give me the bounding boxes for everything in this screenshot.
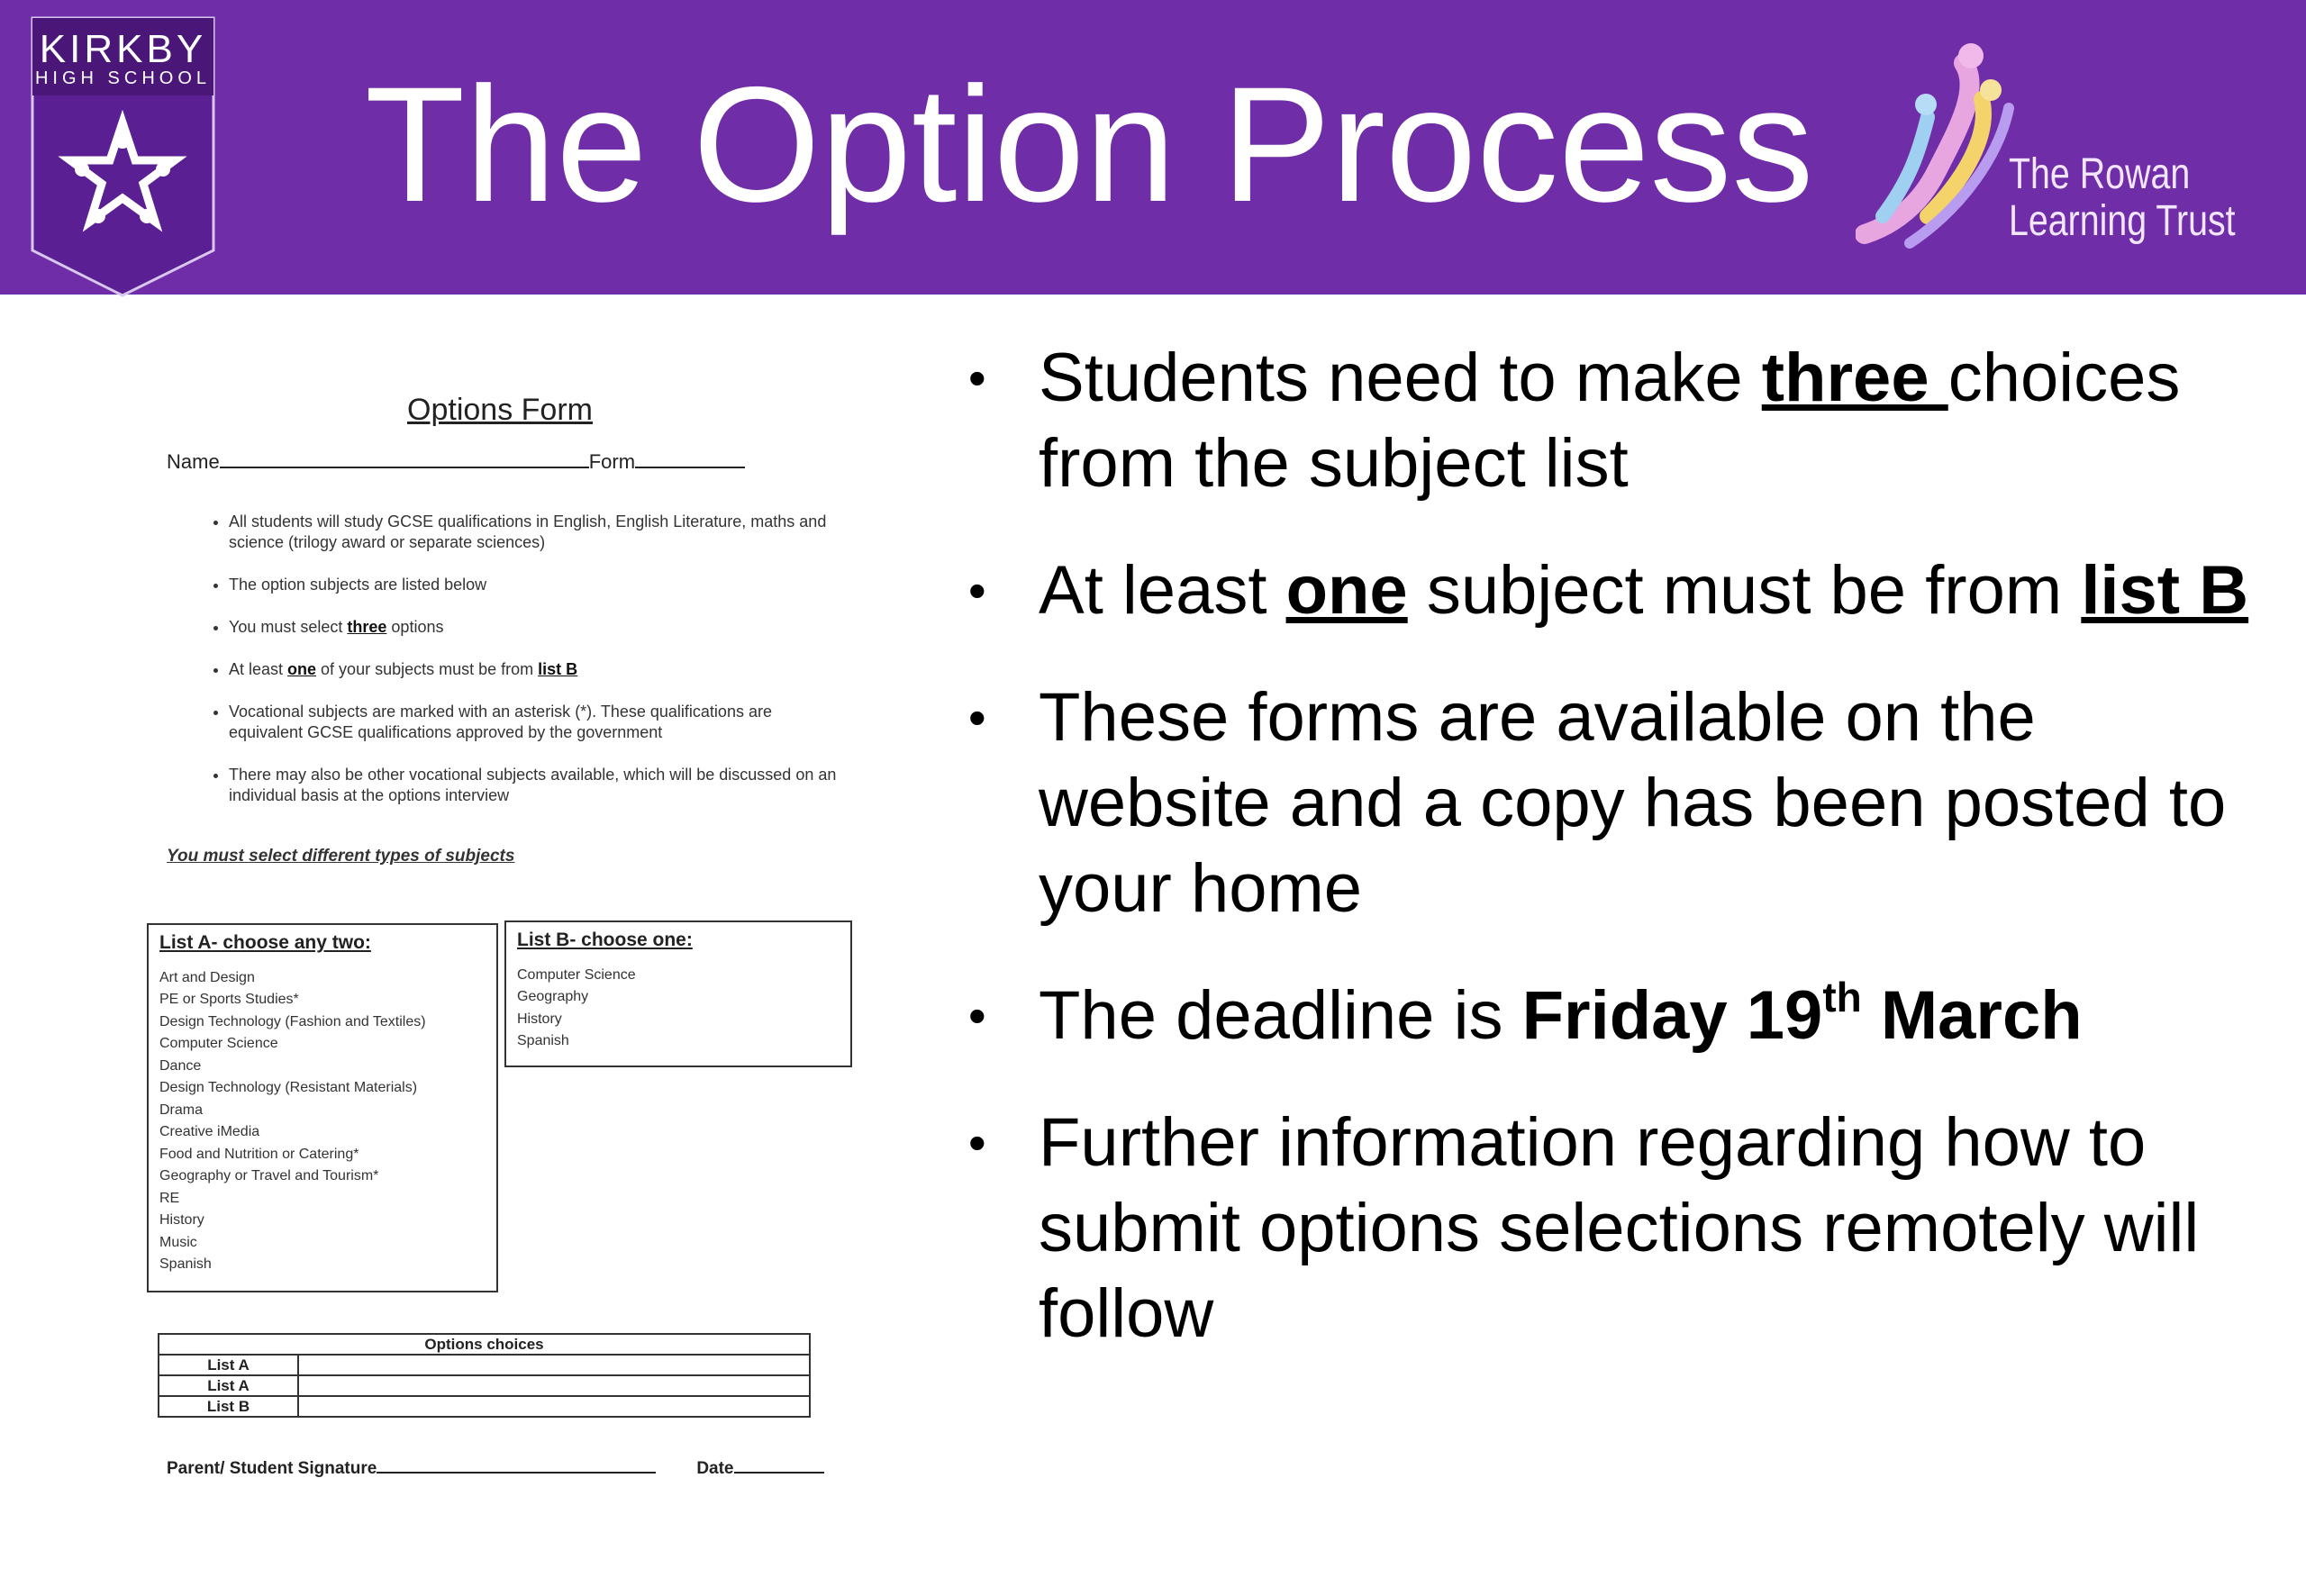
choice-cell (298, 1375, 810, 1396)
form-bullet: • You must select three options (229, 617, 841, 638)
list-item: Design Technology (Resistant Materials) (159, 1080, 418, 1095)
form-bullet: • At least one of your subjects must be from list B (229, 659, 841, 680)
form-note: You must select different types of subjects (167, 847, 515, 866)
list-a-items (159, 967, 486, 1276)
choice-label: List A (159, 1355, 298, 1375)
list-item: Drama (159, 1102, 204, 1118)
trust-name-line2: Learning Trust (2009, 197, 2236, 245)
signature-label: Parent/ Student Signature (167, 1459, 377, 1478)
options-form-image (144, 378, 865, 1504)
list-item: Music (159, 1234, 197, 1250)
list-item: RE (159, 1190, 180, 1206)
list-item: Spanish (159, 1256, 212, 1272)
rowan-trust-figures-logo (1856, 36, 2027, 252)
date-label: Date (696, 1459, 734, 1478)
trust-name-line1: The Rowan (2009, 150, 2191, 198)
point-item: • Students need to make three choices from the subject list (968, 335, 2265, 506)
form-name-row (167, 450, 745, 474)
table-row (159, 1375, 810, 1396)
page-title: The Option Process (365, 52, 1814, 236)
signature-row (167, 1457, 824, 1479)
header-banner (0, 0, 2306, 295)
form-bullet: • All students will study GCSE qualifications in English, English Literature, maths and science (trilogy award or separate sciences) (229, 512, 841, 553)
form-bullet: • The option subjects are listed below (229, 575, 841, 595)
list-b-box (504, 920, 852, 1067)
list-item: PE or Sports Studies* (159, 992, 299, 1007)
school-name: KIRKBY (39, 27, 207, 71)
signature-line (377, 1457, 656, 1474)
list-item: Dance (159, 1057, 202, 1074)
choice-label: List B (159, 1396, 298, 1417)
trust-name (2009, 151, 2236, 245)
school-subtitle: HIGH SCHOOL (34, 68, 212, 88)
point-item: • These forms are available on the website and a copy has been posted to your home (968, 675, 2265, 931)
date-line (734, 1457, 824, 1474)
list-b-heading: List B- choose one: (517, 929, 693, 950)
form-bullet: • There may also be other vocational subjects available, which will be discussed on an individual basis at the options interview (229, 765, 841, 806)
form-line (635, 450, 745, 468)
form-bullet: • Vocational subjects are marked with an asterisk (*). These qualifications are equivalent GCSE qualifications approved by the government (229, 702, 841, 743)
table-header-row (159, 1334, 810, 1355)
list-b-items (517, 965, 840, 1053)
list-item: History (517, 1011, 562, 1027)
list-item: Creative iMedia (159, 1124, 260, 1139)
list-item: History (159, 1212, 204, 1228)
list-a-heading: List A- choose any two: (159, 932, 371, 953)
options-choices-table (158, 1333, 811, 1418)
name-line (220, 450, 589, 468)
form-label: Form (588, 450, 636, 473)
point-item: • The deadline is Friday 19th March (968, 973, 2265, 1058)
list-item: Food and Nutrition or Catering* (159, 1146, 359, 1162)
name-label: Name (167, 450, 220, 473)
choice-cell (298, 1396, 810, 1417)
choice-label: List A (159, 1375, 298, 1396)
list-item: Computer Science (517, 966, 636, 983)
table-row (159, 1355, 810, 1375)
list-item: Art and Design (159, 969, 255, 985)
form-bullet-list (207, 512, 841, 828)
choices-heading: Options choices (159, 1334, 810, 1355)
list-item: Geography (517, 989, 589, 1004)
table-row (159, 1396, 810, 1417)
form-title: Options Form (407, 393, 593, 427)
key-points-list (968, 335, 2265, 1398)
list-item: Spanish (517, 1033, 569, 1048)
point-item: • Further information regarding how to submit options selections remotely will follow (968, 1100, 2265, 1356)
list-a-box (147, 923, 498, 1292)
choice-cell (298, 1355, 810, 1375)
point-item: • At least one subject must be from list B (968, 548, 2265, 633)
list-item: Computer Science (159, 1036, 278, 1051)
list-item: Design Technology (Fashion and Textiles) (159, 1013, 426, 1029)
list-item: Geography or Travel and Tourism* (159, 1168, 379, 1183)
